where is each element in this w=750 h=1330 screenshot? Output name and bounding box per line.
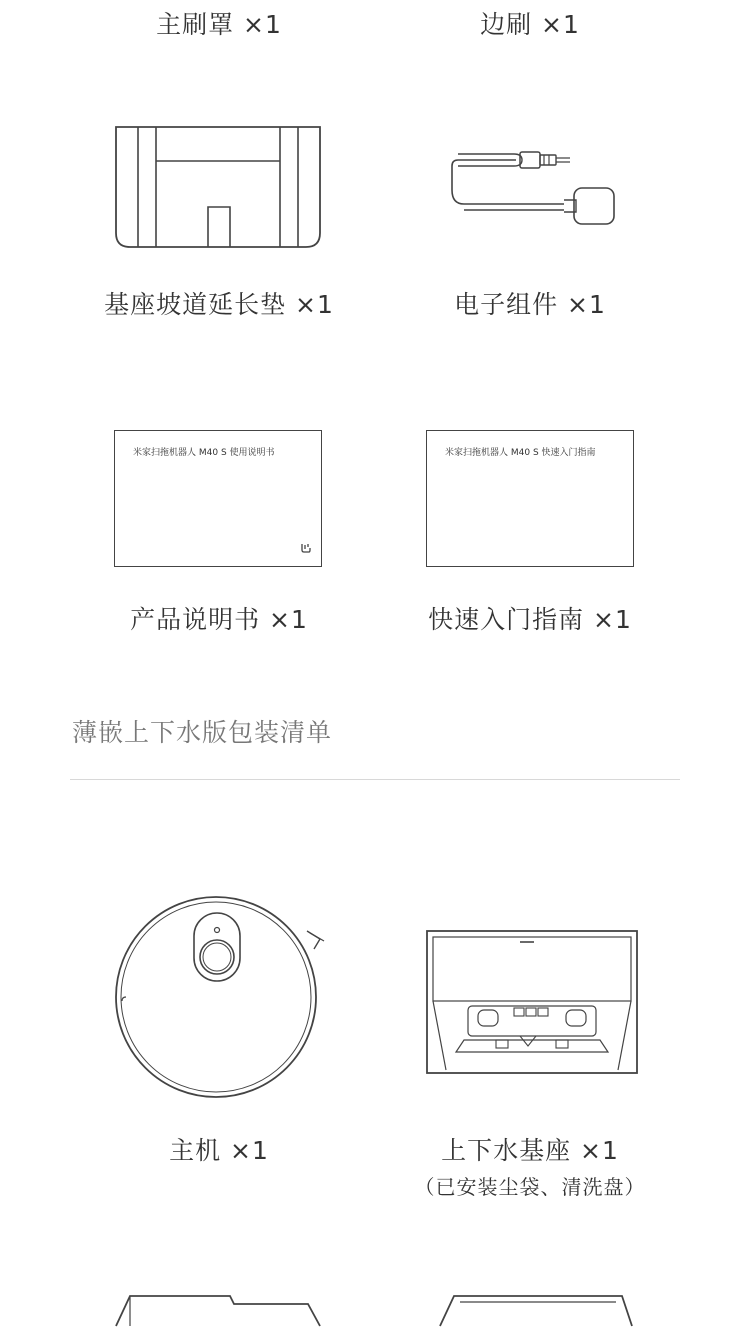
robot-main-unit-icon [112, 893, 327, 1103]
side-brush-label: 边刷 ×1 [480, 10, 580, 39]
electronic-component-label: 电子组件 ×1 [454, 290, 606, 319]
partial-item-right-icon [436, 1290, 636, 1330]
robot-main-unit-label: 主机 ×1 [169, 1136, 269, 1165]
water-base-station-label: 上下水基座 ×1 [441, 1136, 619, 1165]
ramp-extension-pad-icon [112, 123, 324, 253]
product-manual-label: 产品说明书 ×1 [130, 605, 308, 634]
water-base-station-icon [424, 928, 640, 1076]
mijia-logo-icon [300, 542, 312, 554]
product-manual-illustration [114, 430, 322, 567]
electronic-component-icon [446, 150, 626, 230]
section-divider [70, 779, 680, 780]
ramp-extension-pad-label: 基座坡道延长垫 ×1 [104, 290, 334, 319]
partial-item-left-icon [112, 1290, 327, 1330]
quick-guide-illustration [426, 430, 634, 567]
quick-guide-label: 快速入门指南 ×1 [428, 605, 632, 634]
water-base-station-note: （已安装尘袋、清洗盘） [414, 1175, 646, 1199]
product-manual-title: 米家扫拖机器人 M40 S 使用说明书 [133, 448, 275, 458]
main-brush-cover-label: 主刷罩 ×1 [156, 10, 282, 39]
section-title: 薄嵌上下水版包装清单 [72, 718, 333, 747]
quick-guide-title: 米家扫拖机器人 M40 S 快速入门指南 [445, 448, 596, 458]
